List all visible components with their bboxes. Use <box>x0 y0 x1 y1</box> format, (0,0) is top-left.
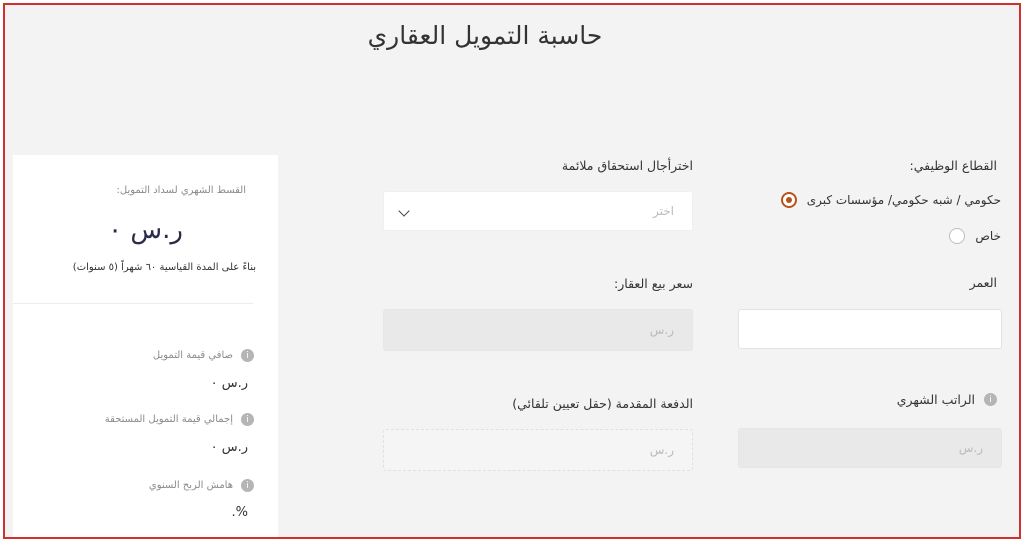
page-title: حاسبة التمويل العقاري <box>367 21 603 50</box>
info-icon[interactable]: i <box>241 479 254 492</box>
term-placeholder: اختر <box>653 204 674 218</box>
downpayment-label: الدفعة المقدمة (حقل تعيين تلقائي) <box>512 396 693 411</box>
price-label: سعر بيع العقار: <box>614 276 693 291</box>
summary-panel <box>13 155 278 539</box>
profit-margin-label-row <box>149 479 254 492</box>
profit-margin-value: %. <box>231 505 248 520</box>
info-icon[interactable]: i <box>241 413 254 426</box>
employment-option-private[interactable] <box>949 228 1001 244</box>
radio-checked-icon[interactable] <box>781 192 797 208</box>
age-label: العمر <box>969 275 997 290</box>
salary-input[interactable] <box>738 428 1002 468</box>
net-financing-label-row <box>153 349 254 362</box>
employment-option-government[interactable] <box>781 192 1001 208</box>
basis-note: بناءً على المدة القياسية ٦٠ شهراً (٥ سنوات) <box>72 262 256 273</box>
monthly-installment-value: ر.س ٠ <box>108 215 183 245</box>
salary-label: الراتب الشهري <box>896 392 975 407</box>
profit-margin-label: هامش الربح السنوي <box>148 480 233 491</box>
total-financing-value: ر.س ٠ <box>210 440 248 455</box>
info-icon[interactable]: i <box>984 393 997 406</box>
chevron-down-icon[interactable] <box>398 205 409 216</box>
age-input[interactable] <box>738 309 1002 349</box>
downpayment-placeholder: ر.س <box>649 443 674 457</box>
info-icon[interactable]: i <box>241 349 254 362</box>
term-select[interactable] <box>383 191 693 231</box>
employment-option-label: حكومي / شبه حكومي/ مؤسسات كبرى <box>806 193 1001 207</box>
price-input[interactable] <box>383 309 693 351</box>
salary-label-row <box>897 392 997 407</box>
salary-placeholder: ر.س <box>958 441 983 455</box>
monthly-installment-caption: القسط الشهري لسداد التمويل: <box>116 185 246 196</box>
downpayment-input[interactable] <box>383 429 693 471</box>
net-financing-value: ر.س ٠ <box>210 376 248 391</box>
summary-divider <box>13 303 253 304</box>
employment-sector-label: القطاع الوظيفي: <box>909 158 997 173</box>
radio-unchecked-icon[interactable] <box>949 228 965 244</box>
net-financing-label: صافي قيمة التمويل <box>152 350 233 361</box>
employment-option-label: خاص <box>975 229 1001 243</box>
calculator-frame <box>3 3 1021 539</box>
total-financing-label: إجمالي قيمة التمويل المستحقة <box>104 414 233 425</box>
term-label: اخترأجال استحقاق ملائمة <box>561 158 693 173</box>
price-placeholder: ر.س <box>649 323 674 337</box>
total-financing-label-row <box>105 413 254 426</box>
